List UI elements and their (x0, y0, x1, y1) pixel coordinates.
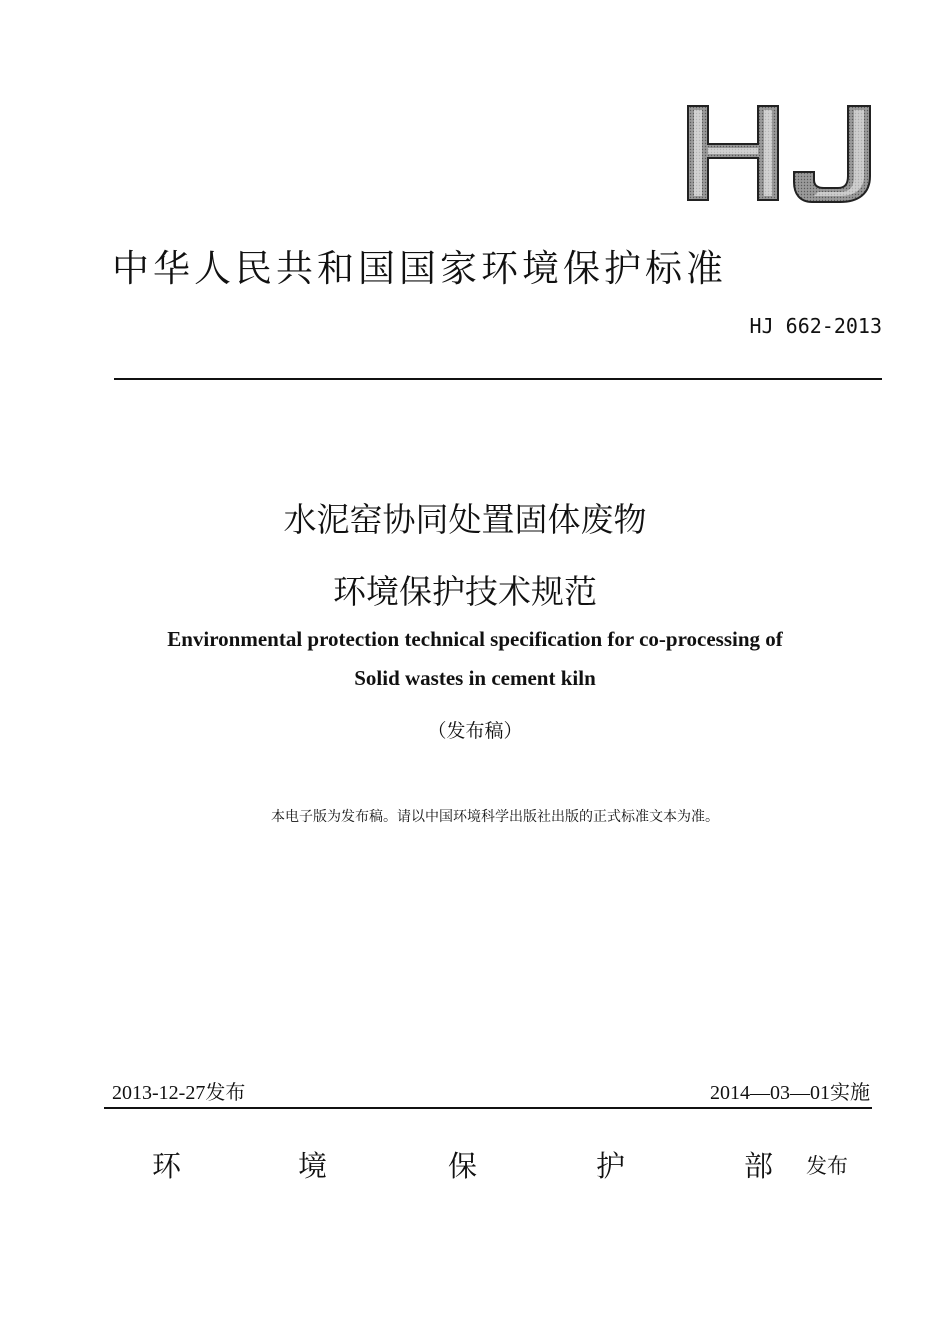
issuer-char-1: 环 (152, 1149, 182, 1183)
hj-logo (680, 100, 880, 204)
top-divider (114, 378, 882, 380)
en-title-line-1: Environmental protection technical specification for co-processing of (167, 627, 783, 651)
cn-title-line-2: 环境保护技术规范 (333, 572, 597, 611)
issue-date: 2013-12-27发布 (112, 1082, 246, 1104)
logo-letter-j (794, 106, 870, 202)
issuer-char-4: 护 (596, 1149, 626, 1183)
issuer-action: 发布 (806, 1154, 848, 1178)
effective-date: 2014—03—01实施 (710, 1082, 870, 1104)
issuer-char-2: 境 (298, 1149, 328, 1183)
logo-letter-h (688, 106, 778, 200)
draft-label: （发布稿） (427, 720, 523, 742)
cn-title-line-1: 水泥窑协同处置固体废物 (283, 500, 647, 539)
issuer-char-3: 保 (448, 1149, 478, 1183)
electronic-version-notice: 本电子版为发布稿。请以中国环境科学出版社出版的正式标准文本为准。 (271, 809, 719, 825)
org-title: 中华人民共和国国家环境保护标准 (112, 247, 727, 290)
issuer-char-5: 部 (744, 1149, 774, 1183)
standard-number: HJ 662-2013 (749, 314, 882, 338)
bottom-divider (104, 1107, 872, 1109)
en-title-line-2: Solid wastes in cement kiln (354, 666, 596, 690)
